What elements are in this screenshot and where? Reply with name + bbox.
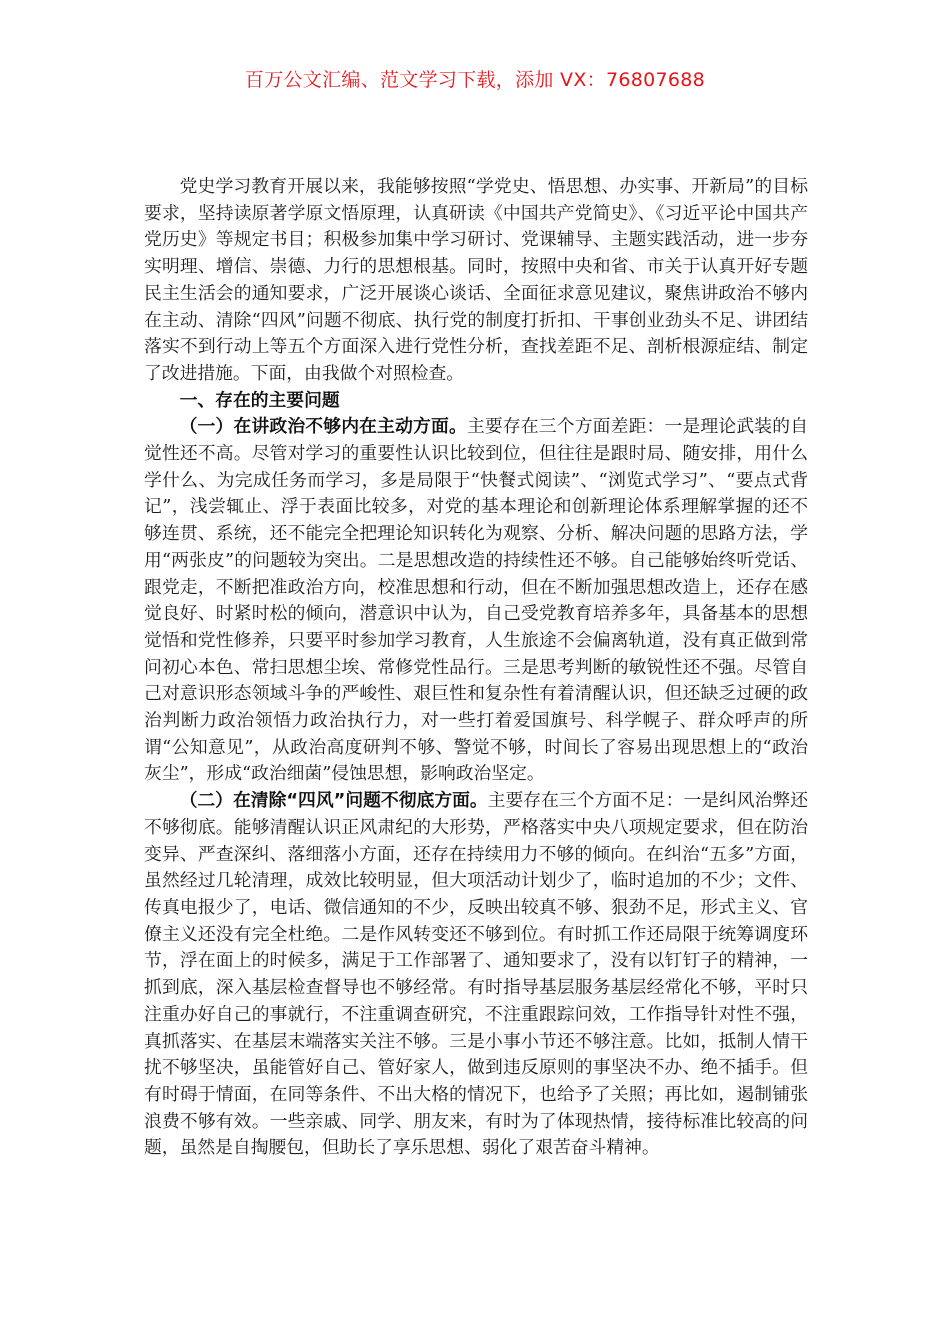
intro-paragraph: 党史学习教育开展以来，我能够按照“学党史、悟思想、办实事、开新局”的目标要求，坚持读原著学原文悟原理，认真研读《中国共产党简史》、《习近平论中国共产党历史》等规定书目；积极参加集中学习研讨、党课辅导、主题实践活动，进一步夯实明理、增信、崇德、力行的思想根基。同时，按照中央和省、市关于认真开好专题民主生活会的通知要求，广泛开展谈心谈话、全面征求意见建议，聚焦讲政治不够内在主动、清除“四风”问题不彻底、执行党的制度打折扣、干事创业劲头不足、讲团结落实不到行动上等五个方面深入进行党性分析，查找差距不足、剖析根源症结、制定了改进措施。下面，由我做个对照检查。 — [144, 176, 808, 384]
item1-paragraph — [144, 414, 808, 788]
section-heading: 一、存在的主要问题 — [179, 389, 340, 411]
item2-body: 主要存在三个方面不足：一是纠风治弊还不够彻底。能够清醒认识正风肃纪的大形势，严格落实中央八项规定要求，但在防治变异、严查深纠、落细落小方面，还存在持续用力不够的倾向。在纠治“五多”方面，虽然经过几轮清理，成效比较明显，但大项活动计划少了，临时追加的不少；文件、传真电报少了，电话、微信通知的不少，反映出较真不够、狠劲不足，形式主义、官僚主义还没有完全杜绝。二是作风转变还不够到位。有时抓工作还局限于统筹调度环节，浮在面上的时候多，满足于工作部署了、通知要求了，没有以钉钉子的精神，一抓到底，深入基层检查督导也不够经常。有时指导基层服务基层经常化不够，平时只注重办好自己的事就行，不注重调查研究，不注重跟踪问效，工作指导针对性不强，真抓落实、在基层末端落实关注不够。三是小事小节还不够注意。比如，抵制人情干扰不够坚决，虽能管好自己、管好家人，做到违反原则的事坚决不办、绝不插手。但有时碍于情面，在同等条件、不出大格的情况下，也给予了关照；再比如，遏制铺张浪费不够有效。一些亲戚、同学、朋友来，有时为了体现热情，接待标准比较高的问题，虽然是自掏腰包，但助长了享乐思想、弱化了艰苦奋斗精神。 — [144, 790, 808, 1159]
item2-paragraph — [144, 788, 808, 1162]
document-body — [144, 174, 808, 1162]
item2-lead: （二）在清除“四风”问题不彻底方面。 — [179, 790, 488, 812]
item1-body: 主要存在三个方面差距：一是理论武装的自觉性还不高。尽管对学习的重要性认识比较到位，但往往是跟时局、随安排，用什么学什么、为完成任务而学习，多是局限于“快餐式阅读”、“浏览式学习”、“要点式背记”，浅尝辄止、浮于表面比较多，对党的基本理论和创新理论体系理解掌握的还不够连贯、系统，还不能完全把理论知识转化为观察、分析、解决问题的思路方法，学用“两张皮”的问题较为突出。二是思想改造的持续性还不够。自己能够始终听党话、跟党走，不断把准政治方向，校准思想和行动，但在不断加强思想改造上，还存在感觉良好、时紧时松的倾向，潜意识中认为，自己受党教育培养多年，具备基本的思想觉悟和党性修养，只要平时参加学习教育，人生旅途不会偏离轨道，没有真正做到常问初心本色、常扫思想尘埃、常修党性品行。三是思考判断的敏锐性还不强。尽管自己对意识形态领域斗争的严峻性、艰巨性和复杂性有着清醒认识，但还缺乏过硬的政治判断力政治领悟力政治执行力，对一些打着爱国旗号、科学幌子、群众呼声的所谓“公知意见”，从政治高度研判不够、警觉不够，时间长了容易出现思想上的“政治灰尘”，形成“政治细菌”侵蚀思想，影响政治坚定。 — [144, 416, 808, 785]
header-banner: 百万公文汇编、范文学习下载，添加 VX：76807688 — [244, 69, 706, 91]
item1-lead: （一）在讲政治不够内在主动方面。 — [179, 416, 467, 438]
